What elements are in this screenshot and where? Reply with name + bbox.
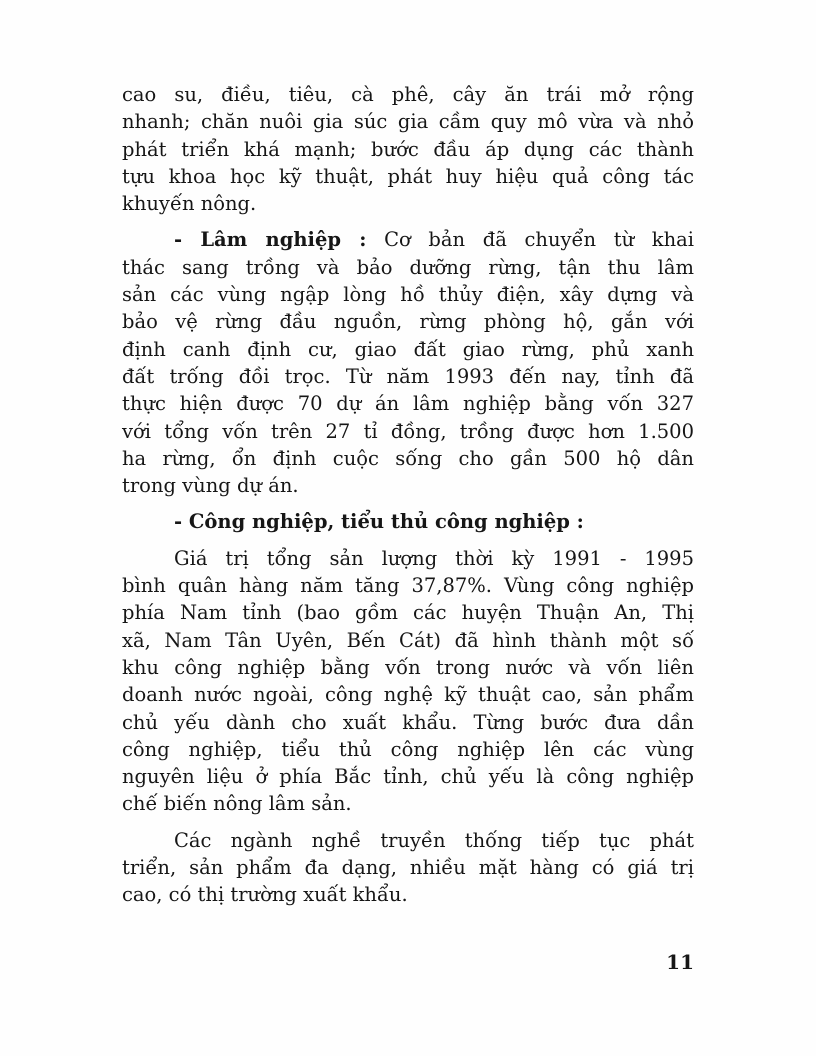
text-line: thực hiện được 70 dự án lâm nghiệp bằng vốn 327 xyxy=(122,392,694,416)
forestry-paragraph xyxy=(122,226,694,499)
text-line: khu công nghiệp bằng vốn trong nước và vốn liên xyxy=(122,655,694,679)
text-line: chế biến nông lâm sản. xyxy=(122,792,352,816)
text-line: bảo vệ rừng đầu nguồn, rừng phòng hộ, gắn với xyxy=(122,310,694,334)
text-line: thác sang trồng và bảo dưỡng rừng, tận thu lâm xyxy=(122,255,694,279)
text-line: triển, sản phẩm đa dạng, nhiều mặt hàng có giá trị xyxy=(122,856,694,880)
text-line: nhanh; chăn nuôi gia súc gia cầm quy mô vừa và nhỏ xyxy=(122,110,694,134)
text-line: ha rừng, ổn định cuộc sống cho gần 500 hộ dân xyxy=(122,446,694,470)
industry-paragraph xyxy=(122,545,694,818)
text-line: cao su, điều, tiêu, cà phê, cây ăn trái mở rộng xyxy=(122,83,694,106)
forestry-first-line: Cơ bản đã chuyển từ khai xyxy=(384,228,695,252)
text-line: xã, Nam Tân Uyên, Bến Cát) đã hình thành một số xyxy=(122,628,694,652)
page-body xyxy=(122,81,694,909)
industry-heading: - Công nghiệp, tiểu thủ công nghiệp : xyxy=(174,510,584,534)
text-line xyxy=(122,226,694,253)
text-line: đất trống đồi trọc. Từ năm 1993 đến nay, tỉnh đã xyxy=(122,364,694,388)
text-line: công nghiệp, tiểu thủ công nghiệp lên các vùng xyxy=(122,737,694,761)
text-line: sản các vùng ngập lòng hồ thủy điện, xây dựng và xyxy=(122,283,694,307)
agriculture-paragraph xyxy=(122,81,694,217)
text-line: định canh định cư, giao đất giao rừng, phủ xanh xyxy=(122,337,694,361)
text-line: với tổng vốn trên 27 tỉ đồng, trồng được hơn 1.500 xyxy=(122,419,694,443)
text-line: khuyến nông. xyxy=(122,192,257,216)
crafts-paragraph xyxy=(122,827,694,909)
text-line: Các ngành nghề truyền thống tiếp tục phát xyxy=(174,828,694,852)
text-line: doanh nước ngoài, công nghệ kỹ thuật cao, sản phẩm xyxy=(122,683,694,707)
industry-heading-paragraph xyxy=(122,508,694,535)
text-line: trong vùng dự án. xyxy=(122,474,299,498)
page-number: 11 xyxy=(666,950,694,974)
text-line: nguyên liệu ở phía Bắc tỉnh, chủ yếu là công nghiệp xyxy=(122,765,694,789)
text-line: chủ yếu dành cho xuất khẩu. Từng bước đưa dần xyxy=(122,710,694,734)
text-line: cao, có thị trường xuất khẩu. xyxy=(122,883,408,907)
text-line: phía Nam tỉnh (bao gồm các huyện Thuận An, Thị xyxy=(122,601,694,625)
forestry-heading: - Lâm nghiệp : xyxy=(174,228,367,252)
text-line: bình quân hàng năm tăng 37,87%. Vùng công nghiệp xyxy=(122,574,694,598)
text-line: Giá trị tổng sản lượng thời kỳ 1991 - 1995 xyxy=(174,546,694,570)
text-line: phát triển khá mạnh; bước đầu áp dụng các thành xyxy=(122,137,694,161)
text-line: tựu khoa học kỹ thuật, phát huy hiệu quả công tác xyxy=(122,164,694,188)
